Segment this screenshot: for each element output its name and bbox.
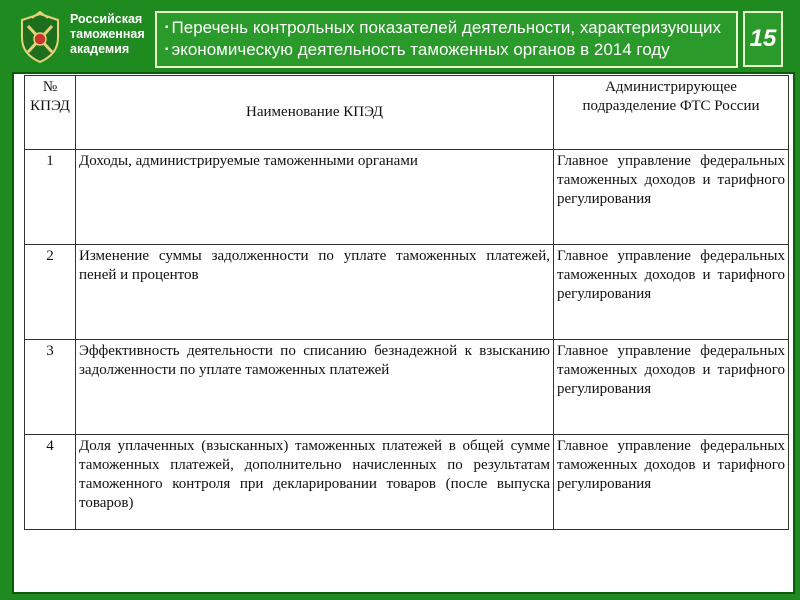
slide-number-badge: 15 bbox=[743, 11, 783, 67]
row-num: 4 bbox=[25, 435, 76, 530]
organization-name bbox=[70, 12, 156, 57]
table-row bbox=[25, 435, 789, 530]
header-name: Наименование КПЭД bbox=[76, 76, 554, 150]
customs-emblem-icon bbox=[14, 10, 66, 66]
org-line: академия bbox=[70, 42, 130, 56]
org-line: таможенная bbox=[70, 27, 145, 41]
row-name: Эффективность деятельности по списанию безнадежной к взысканию задолженности по уплате таможенных платежей bbox=[76, 340, 554, 435]
header bbox=[0, 0, 800, 74]
row-name: Доля уплаченных (взысканных) таможенных платежей в общей сумме таможенных платежей, дополнительно начисленных по результатам таможенного контроля при декларировании товаров (после выпуска товаров) bbox=[76, 435, 554, 530]
content-panel bbox=[12, 72, 795, 594]
row-num: 1 bbox=[25, 150, 76, 245]
row-name: Изменение суммы задолженности по уплате таможенных платежей, пеней и процентов bbox=[76, 245, 554, 340]
title-line-1: ▪ Перечень контрольных показателей деятельности, характеризующих bbox=[165, 17, 728, 39]
row-num: 3 bbox=[25, 340, 76, 435]
org-line: Российская bbox=[70, 12, 143, 26]
row-name: Доходы, администрируемые таможенными органами bbox=[76, 150, 554, 245]
row-dept: Главное управление федеральных таможенных доходов и тарифного регулирования bbox=[554, 435, 789, 530]
row-num: 2 bbox=[25, 245, 76, 340]
row-dept: Главное управление федеральных таможенных доходов и тарифного регулирования bbox=[554, 340, 789, 435]
title-line-2: ▪ экономическую деятельность таможенных органов в 2014 году bbox=[165, 39, 728, 61]
row-dept: Главное управление федеральных таможенных доходов и тарифного регулирования bbox=[554, 150, 789, 245]
slide-title bbox=[155, 11, 738, 68]
row-dept: Главное управление федеральных таможенных доходов и тарифного регулирования bbox=[554, 245, 789, 340]
table-row bbox=[25, 150, 789, 245]
header-dept: Администрирующее подразделение ФТС России bbox=[554, 76, 789, 150]
header-num: № КПЭД bbox=[25, 76, 76, 150]
table-header-row bbox=[25, 76, 789, 150]
kped-table bbox=[24, 75, 789, 530]
table-row bbox=[25, 340, 789, 435]
table-row bbox=[25, 245, 789, 340]
